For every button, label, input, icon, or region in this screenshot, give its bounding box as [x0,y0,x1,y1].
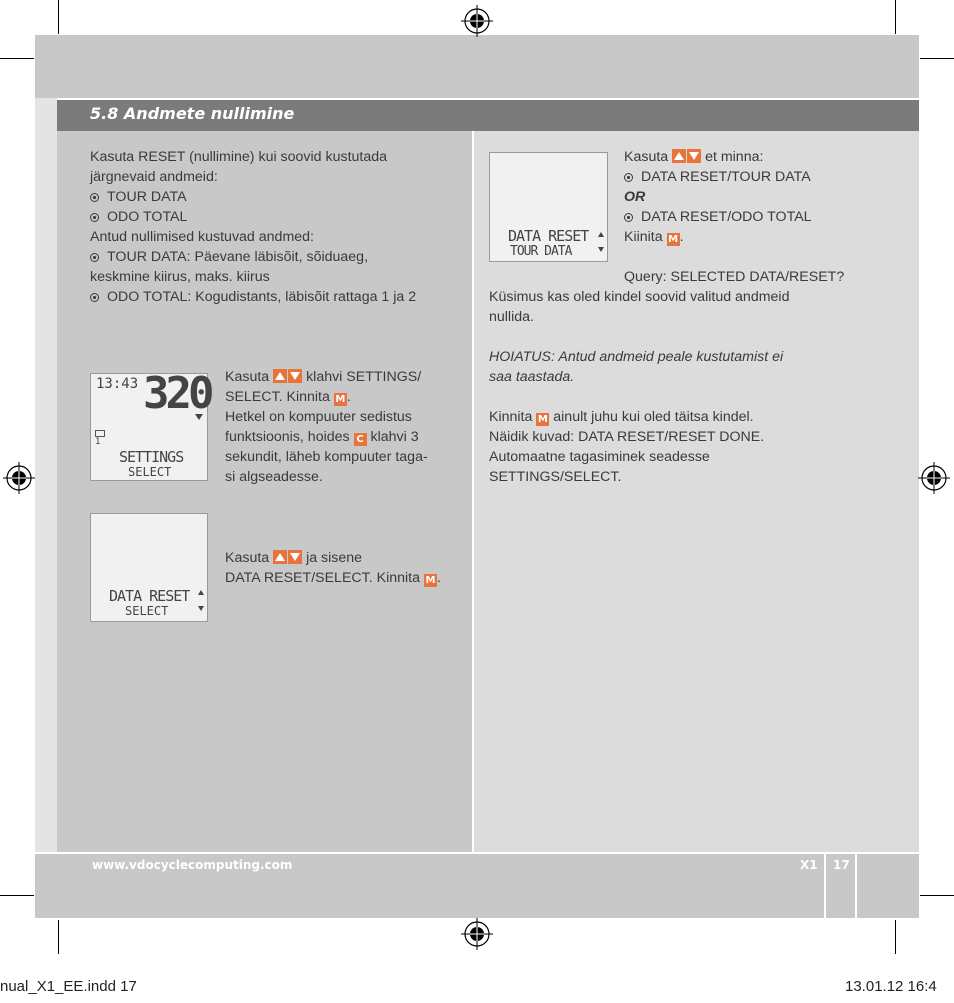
step1-line: SELECT. Kinnita M . [225,389,351,405]
crop-mark [920,58,954,59]
section-title: 5.8 Andmete nullimine [90,104,295,123]
bullet-icon [90,293,99,302]
m-key-icon: M [425,575,436,586]
slug-file: nual_X1_EE.indd 17 [0,978,137,995]
m-key-icon: M [537,414,548,425]
lcd-line2: TOUR DATA [510,244,572,259]
step1-line: si algseadesse. [225,469,323,485]
footer-model: X1 [800,858,818,872]
lcd-time: 13:43 [96,376,139,392]
crop-mark [0,895,34,896]
step2-line: DATA RESET/SELECT. Kinnita M . [225,570,441,586]
lcd-data-reset-tour-screen [489,152,608,262]
step1-line: Kasuta klahvi SETTINGS/ [225,369,422,385]
top-band [35,35,919,98]
c-key-icon: C [354,433,367,446]
step1-line: sekundit, läheb kompuuter taga- [225,449,428,465]
intro-line: keskmine kiirus, maks. kiirus [90,269,270,285]
footer-url: www.vdocyclecomputing.com [92,858,293,872]
right-bullet-item: DATA RESET/ODO TOTAL [624,207,812,227]
right-line: Kiinita M . [624,229,684,245]
up-arrow-icon [598,232,604,237]
right-line: Kinnita M ainult juhu kui oled täitsa kindel. [489,409,754,425]
lcd-line2: SELECT [128,465,172,479]
down-key-icon [288,369,302,383]
right-line: Query: SELECTED DATA/RESET? [624,269,845,285]
down-arrow-icon [198,606,204,611]
intro-bullet-item: TOUR DATA: Päevane läbisõit, sõiduaeg, [90,247,368,267]
step2-line: Kasuta ja sisene [225,550,363,566]
bullet-icon [624,213,633,222]
down-arrow-icon [195,414,203,420]
or-label: OR [624,189,646,205]
battery-icon [95,430,105,437]
registration-mark-icon [461,918,493,950]
down-key-icon [288,550,302,564]
crop-mark [920,895,954,896]
m-key-icon: M [335,394,346,405]
intro-line: Kasuta RESET (nullimine) kui soovid kustutada [90,149,388,165]
lcd-speed: 320 [143,368,211,419]
registration-mark-icon [461,5,493,37]
page-number: 17 [833,858,850,872]
slug-date: 13.01.12 16:4 [845,978,937,995]
right-bullet-item: DATA RESET/TOUR DATA [624,167,811,187]
step1-line: Hetkel on kompuuter sedistus [225,409,412,425]
footer-separator [855,853,857,918]
lcd-data-reset-select-screen [90,513,208,622]
warning-line: HOIATUS: Antud andmeid peale kustutamist ei [489,349,784,365]
crop-mark [58,920,59,954]
left-margin-strip [35,98,57,853]
intro-bullet-item: ODO TOTAL [90,207,187,227]
down-arrow-icon [598,247,604,252]
down-key-icon [687,149,701,163]
m-key-icon: M [668,234,679,245]
bullet-icon [90,213,99,222]
intro-line: Antud nullimised kustuvad andmed: [90,229,314,245]
lcd-line1: SETTINGS [119,448,184,466]
intro-bullet-item: ODO TOTAL: Kogudistants, läbisõit rattaga 1 ja 2 [90,287,416,307]
crop-mark [895,0,896,34]
intro-line: järgnevaid andmeid: [90,169,218,185]
warning-line: saa taastada. [489,369,575,385]
lcd-bike-number: 1 [95,437,101,447]
crop-mark [58,0,59,34]
step1-line: funktsioonis, hoides C klahvi 3 [225,429,419,445]
right-line: Automaatne tagasiminek seadesse [489,449,710,465]
right-line: SETTINGS/SELECT. [489,469,622,485]
footer-divider [35,852,919,854]
registration-mark-icon [3,462,35,494]
up-arrow-icon [198,590,204,595]
right-line: nullida. [489,309,534,325]
up-key-icon [273,550,287,564]
right-line: Kasuta et minna: [624,149,764,165]
bullet-icon [90,253,99,262]
footer-separator [824,853,826,918]
intro-bullet-item: TOUR DATA [90,187,187,207]
lcd-line1: DATA RESET [508,227,589,245]
registration-mark-icon [918,462,950,494]
crop-mark [0,58,34,59]
crop-mark [895,920,896,954]
lcd-line1: DATA RESET [109,587,190,605]
right-line: Küsimus kas oled kindel soovid valitud andmeid [489,289,790,305]
up-key-icon [672,149,686,163]
right-line: Näidik kuvad: DATA RESET/RESET DONE. [489,429,765,445]
lcd-line2: SELECT [125,604,169,618]
lcd-settings-screen [90,368,211,481]
bullet-icon [90,193,99,202]
bullet-icon [624,173,633,182]
up-key-icon [273,369,287,383]
